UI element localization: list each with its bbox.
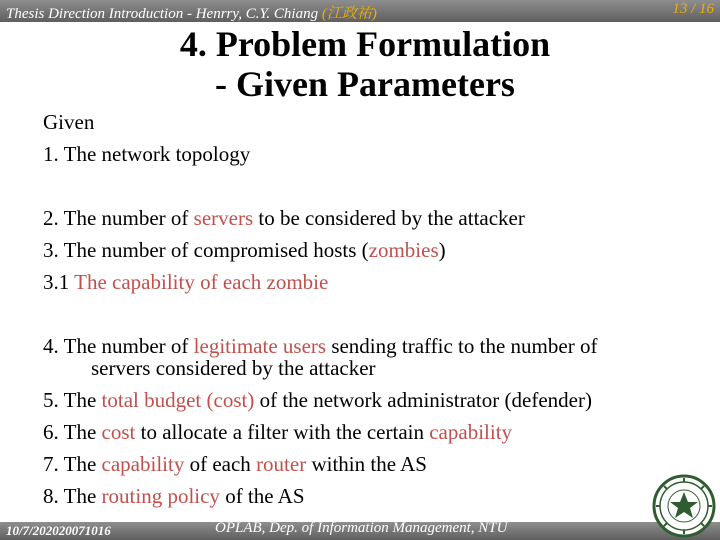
item-4-cont: servers considered by the attacker [91,356,376,380]
slide-title-line1: 4. Problem Formulation [179,24,551,64]
slide-title [150,24,580,104]
slide-body [43,106,703,512]
item-1: 1. The network topology [43,142,251,166]
header-bar [0,0,720,22]
item-6: 6. The cost to allocate a filter with the certain capability [43,420,513,444]
university-seal-icon [652,474,716,538]
item-8: 8. The routing policy of the AS [43,484,305,508]
footer-org: OPLAB, Dep. of Information Management, NTU [215,520,508,536]
given-label: Given [43,110,95,134]
footer-bar [0,522,720,540]
slide-title-line2: - Given Parameters [215,64,515,104]
item-2: 2. The number of servers to be considered by the attacker [43,206,525,230]
item-7: 7. The capability of each router within the AS [43,452,427,476]
header-title: Thesis Direction Introduction - Henrry, C.Y. Chiang (江政祐) [6,6,377,22]
item-3-1: 3.1 The capability of each zombie [43,270,329,294]
header-title-cn: (江政祐) [321,6,377,22]
item-3: 3. The number of compromised hosts (zombies) [43,238,446,262]
item-5: 5. The total budget (cost) of the network administrator (defender) [43,388,592,412]
page-number: 13 / 16 [672,1,714,17]
item-4: 4. The number of legitimate users sending traffic to the number of [43,334,598,358]
footer-date: 10/7/202020071016 [6,523,111,538]
